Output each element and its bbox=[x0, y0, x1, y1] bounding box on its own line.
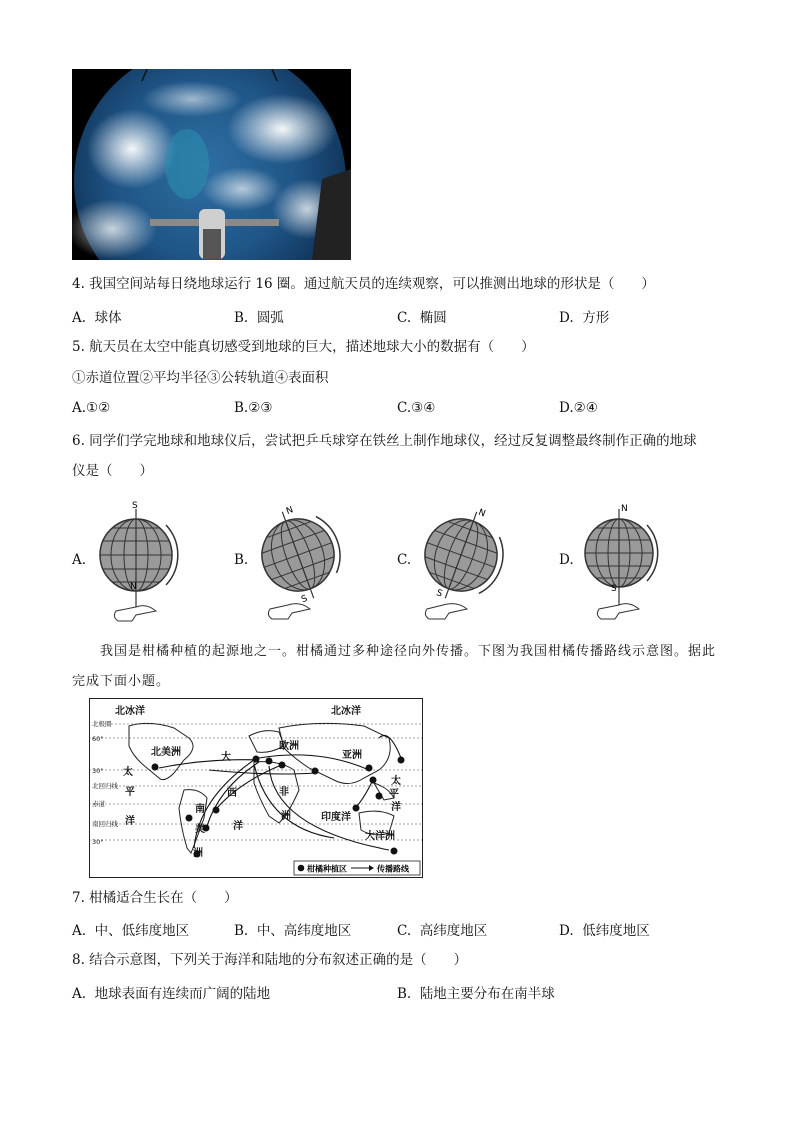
q7-option-a[interactable] bbox=[72, 919, 189, 939]
label-oceania: 大洋洲 bbox=[365, 831, 395, 842]
option-letter: D. bbox=[559, 923, 574, 939]
q7-option-d[interactable] bbox=[559, 919, 650, 939]
label-pacific-east-3: 洋 bbox=[391, 802, 401, 813]
lat-label-60n: 60° bbox=[92, 735, 104, 743]
option-text: 陆地主要分布在南半球 bbox=[419, 986, 555, 1002]
globe-b-icon[interactable] bbox=[250, 497, 360, 622]
label-atlantic-3: 洋 bbox=[233, 821, 243, 832]
q6-stem-line2: 仪是（ ） bbox=[72, 463, 153, 479]
q4-option-d[interactable] bbox=[559, 306, 609, 326]
globe-c-icon[interactable] bbox=[413, 497, 523, 622]
q8-option-a[interactable] bbox=[72, 982, 270, 1002]
globe-b-bottom-label: S bbox=[300, 593, 309, 606]
option-letter: A. bbox=[72, 400, 87, 416]
globe-c-bottom-label: S bbox=[434, 588, 444, 600]
q7-stem: 7. 柑橘适合生长在（ ） bbox=[72, 890, 238, 906]
lat-label-tropic-cancer: 北回归线 bbox=[92, 782, 118, 790]
globe-a-icon[interactable] bbox=[88, 497, 198, 622]
option-letter: B. bbox=[234, 400, 249, 416]
legend-area-label: 柑橘种植区 bbox=[307, 864, 347, 874]
label-atlantic-2: 西 bbox=[227, 788, 237, 799]
citrus-spread-map bbox=[89, 698, 423, 878]
label-africa-1: 非 bbox=[279, 787, 289, 798]
q5-option-d[interactable] bbox=[559, 400, 598, 416]
option-letter: C. bbox=[397, 400, 412, 416]
option-letter: D. bbox=[559, 310, 574, 326]
label-pacific-west-1: 太 bbox=[123, 767, 133, 778]
label-south-america-3: 洲 bbox=[193, 848, 203, 859]
label-pacific-west-2: 平 bbox=[125, 787, 135, 798]
passage-line1: 我国是柑橘种植的起源地之一。柑橘通过多种途径向外传播。下图为我国柑橘传播路线示意图。据此 bbox=[100, 644, 717, 659]
globe-d-icon[interactable] bbox=[575, 497, 685, 622]
option-text: 低纬度地区 bbox=[582, 923, 650, 939]
option-text: ②③ bbox=[248, 400, 273, 416]
option-text: 椭圆 bbox=[419, 310, 447, 326]
label-arctic-ocean-west: 北冰洋 bbox=[115, 706, 145, 717]
lat-label-30s: 30° bbox=[92, 838, 104, 846]
legend-route-label: 传播路线 bbox=[377, 864, 409, 874]
option-text: 方形 bbox=[582, 310, 610, 326]
option-text: 中、高纬度地区 bbox=[256, 923, 352, 939]
q6-globe-options bbox=[72, 497, 752, 622]
option-text: ③④ bbox=[411, 400, 436, 416]
option-letter: C. bbox=[397, 923, 412, 939]
option-text: 地球表面有连续而广阔的陆地 bbox=[94, 986, 271, 1002]
q5-option-b[interactable] bbox=[234, 400, 272, 416]
earth-photo-svg bbox=[72, 69, 351, 260]
label-south-america-1: 南 bbox=[195, 804, 205, 815]
label-europe: 欧洲 bbox=[279, 741, 299, 752]
q6-stem-line1: 6. 同学们学完地球和地球仪后，尝试把乒乓球穿在铁丝上制作地球仪，经过反复调整最终制作正确的地球 bbox=[72, 433, 697, 449]
q8-stem: 8. 结合示意图，下列关于海洋和陆地的分布叙述正确的是（ ） bbox=[72, 952, 468, 968]
label-pacific-east-1: 太 bbox=[391, 776, 401, 787]
label-atlantic-1: 大 bbox=[221, 752, 231, 763]
label-south-america-2: 美 bbox=[195, 824, 205, 835]
label-arctic-ocean-east: 北冰洋 bbox=[331, 706, 361, 717]
globe-b-top-label: N bbox=[284, 505, 295, 517]
q5-option-a[interactable] bbox=[72, 400, 110, 416]
label-africa-2: 洲 bbox=[281, 811, 291, 822]
q6-option-c-letter[interactable]: C. bbox=[397, 552, 412, 568]
q6-option-b-letter[interactable]: B. bbox=[234, 552, 249, 568]
option-text: 中、低纬度地区 bbox=[94, 923, 190, 939]
q5-items: ①赤道位置②平均半径③公转轨道④表面积 bbox=[72, 370, 329, 386]
globe-a-bottom-label: N bbox=[130, 582, 137, 592]
citrus-area-icon bbox=[298, 865, 305, 872]
earth-photo bbox=[72, 69, 351, 260]
option-letter: D. bbox=[559, 400, 574, 416]
option-letter: B. bbox=[234, 923, 249, 939]
q7-option-c[interactable] bbox=[397, 919, 487, 939]
option-letter: A. bbox=[72, 310, 87, 326]
q6-option-d-letter[interactable]: D. bbox=[559, 552, 574, 568]
q7-option-b[interactable] bbox=[234, 919, 351, 939]
globe-d-bottom-label: S bbox=[611, 584, 617, 594]
map-legend bbox=[294, 861, 420, 875]
label-pacific-west-3: 洋 bbox=[125, 816, 135, 827]
q4-option-b[interactable] bbox=[234, 306, 284, 326]
label-asia: 亚洲 bbox=[342, 750, 362, 761]
option-letter: A. bbox=[72, 923, 87, 939]
q5-option-c[interactable] bbox=[397, 400, 435, 416]
option-letter: A. bbox=[72, 986, 87, 1002]
option-letter: B. bbox=[234, 310, 249, 326]
label-pacific-east-2: 平 bbox=[389, 789, 399, 800]
option-text: 球体 bbox=[94, 310, 122, 326]
globe-a-top-label: S bbox=[132, 501, 138, 511]
globe-c-top-label: N bbox=[476, 507, 487, 520]
q6-option-a-letter[interactable]: A. bbox=[72, 552, 87, 568]
lat-label-arctic-circle: 北极圈 bbox=[92, 720, 112, 728]
label-north-america: 北美洲 bbox=[151, 747, 181, 758]
q5-stem: 5. 航天员在太空中能真切感受到地球的巨大，描述地球大小的数据有（ ） bbox=[72, 339, 535, 355]
label-indian-ocean: 印度洋 bbox=[321, 812, 351, 823]
option-text: 高纬度地区 bbox=[419, 923, 488, 939]
globe-d-top-label: N bbox=[621, 504, 628, 514]
q8-option-b[interactable] bbox=[397, 982, 555, 1002]
option-letter: B. bbox=[397, 986, 412, 1002]
option-text: ②④ bbox=[573, 400, 598, 416]
option-text: ①② bbox=[86, 400, 111, 416]
q4-stem: 4. 我国空间站每日绕地球运行 16 圈。通过航天员的连续观察，可以推测出地球的形状是（ ） bbox=[72, 276, 655, 292]
lat-label-30n: 30° bbox=[92, 767, 104, 775]
lat-label-equator: 赤道 bbox=[92, 800, 105, 808]
lat-label-tropic-capricorn: 南回归线 bbox=[92, 820, 118, 828]
passage-line2: 完成下面小题。 bbox=[72, 674, 171, 689]
option-text: 圆弧 bbox=[256, 310, 284, 326]
q4-option-a[interactable] bbox=[72, 306, 122, 326]
q4-option-c[interactable] bbox=[397, 306, 447, 326]
citrus-map-svg bbox=[89, 698, 423, 878]
option-letter: C. bbox=[397, 310, 412, 326]
